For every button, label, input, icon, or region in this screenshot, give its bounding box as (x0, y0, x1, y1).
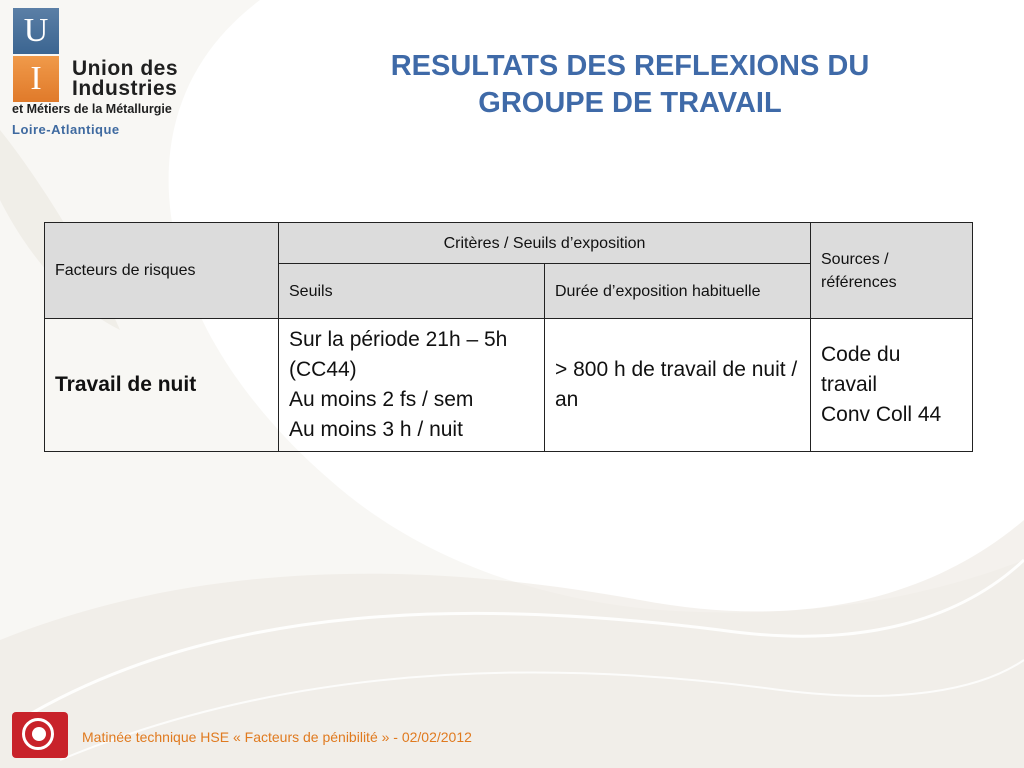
header-duration: Durée d’exposition habituelle (545, 264, 811, 319)
footer-text: Matinée technique HSE « Facteurs de pénibilité » - 02/02/2012 (82, 729, 472, 745)
cell-sources (811, 319, 973, 452)
uimm-logo (10, 6, 190, 140)
hse-logo-icon (12, 712, 68, 758)
threshold-line: Au moins 3 h / nuit (289, 418, 463, 441)
cell-factor: Travail de nuit (45, 319, 279, 452)
cell-duration: > 800 h de travail de nuit / an (545, 319, 811, 452)
table-row (45, 319, 973, 452)
slide-title (330, 48, 930, 122)
slide-title-line2: GROUPE DE TRAVAIL (478, 87, 782, 119)
logo-i-square: I (13, 56, 59, 102)
header-criteria: Critères / Seuils d’exposition (279, 223, 811, 264)
threshold-line: Sur la période 21h – 5h (CC44) (289, 328, 508, 381)
risk-table (44, 222, 973, 452)
logo-u-square: U (13, 8, 59, 54)
header-sources: Sources / références (811, 223, 973, 319)
cell-thresholds (279, 319, 545, 452)
header-thresholds: Seuils (279, 264, 545, 319)
source-line: Code du travail (821, 343, 901, 396)
source-line: Conv Coll 44 (821, 403, 942, 426)
logo-line3: et Métiers de la Métallurgie (12, 102, 172, 116)
logo-line1: Union des (72, 57, 179, 80)
slide-title-line1: RESULTATS DES REFLEXIONS DU (390, 50, 870, 82)
header-risk-factors: Facteurs de risques (45, 223, 279, 319)
logo-line4: Loire-Atlantique (12, 122, 120, 137)
logo-line2: Industries (72, 77, 178, 100)
table-header-row (45, 223, 973, 264)
threshold-line: Au moins 2 fs / sem (289, 388, 474, 411)
